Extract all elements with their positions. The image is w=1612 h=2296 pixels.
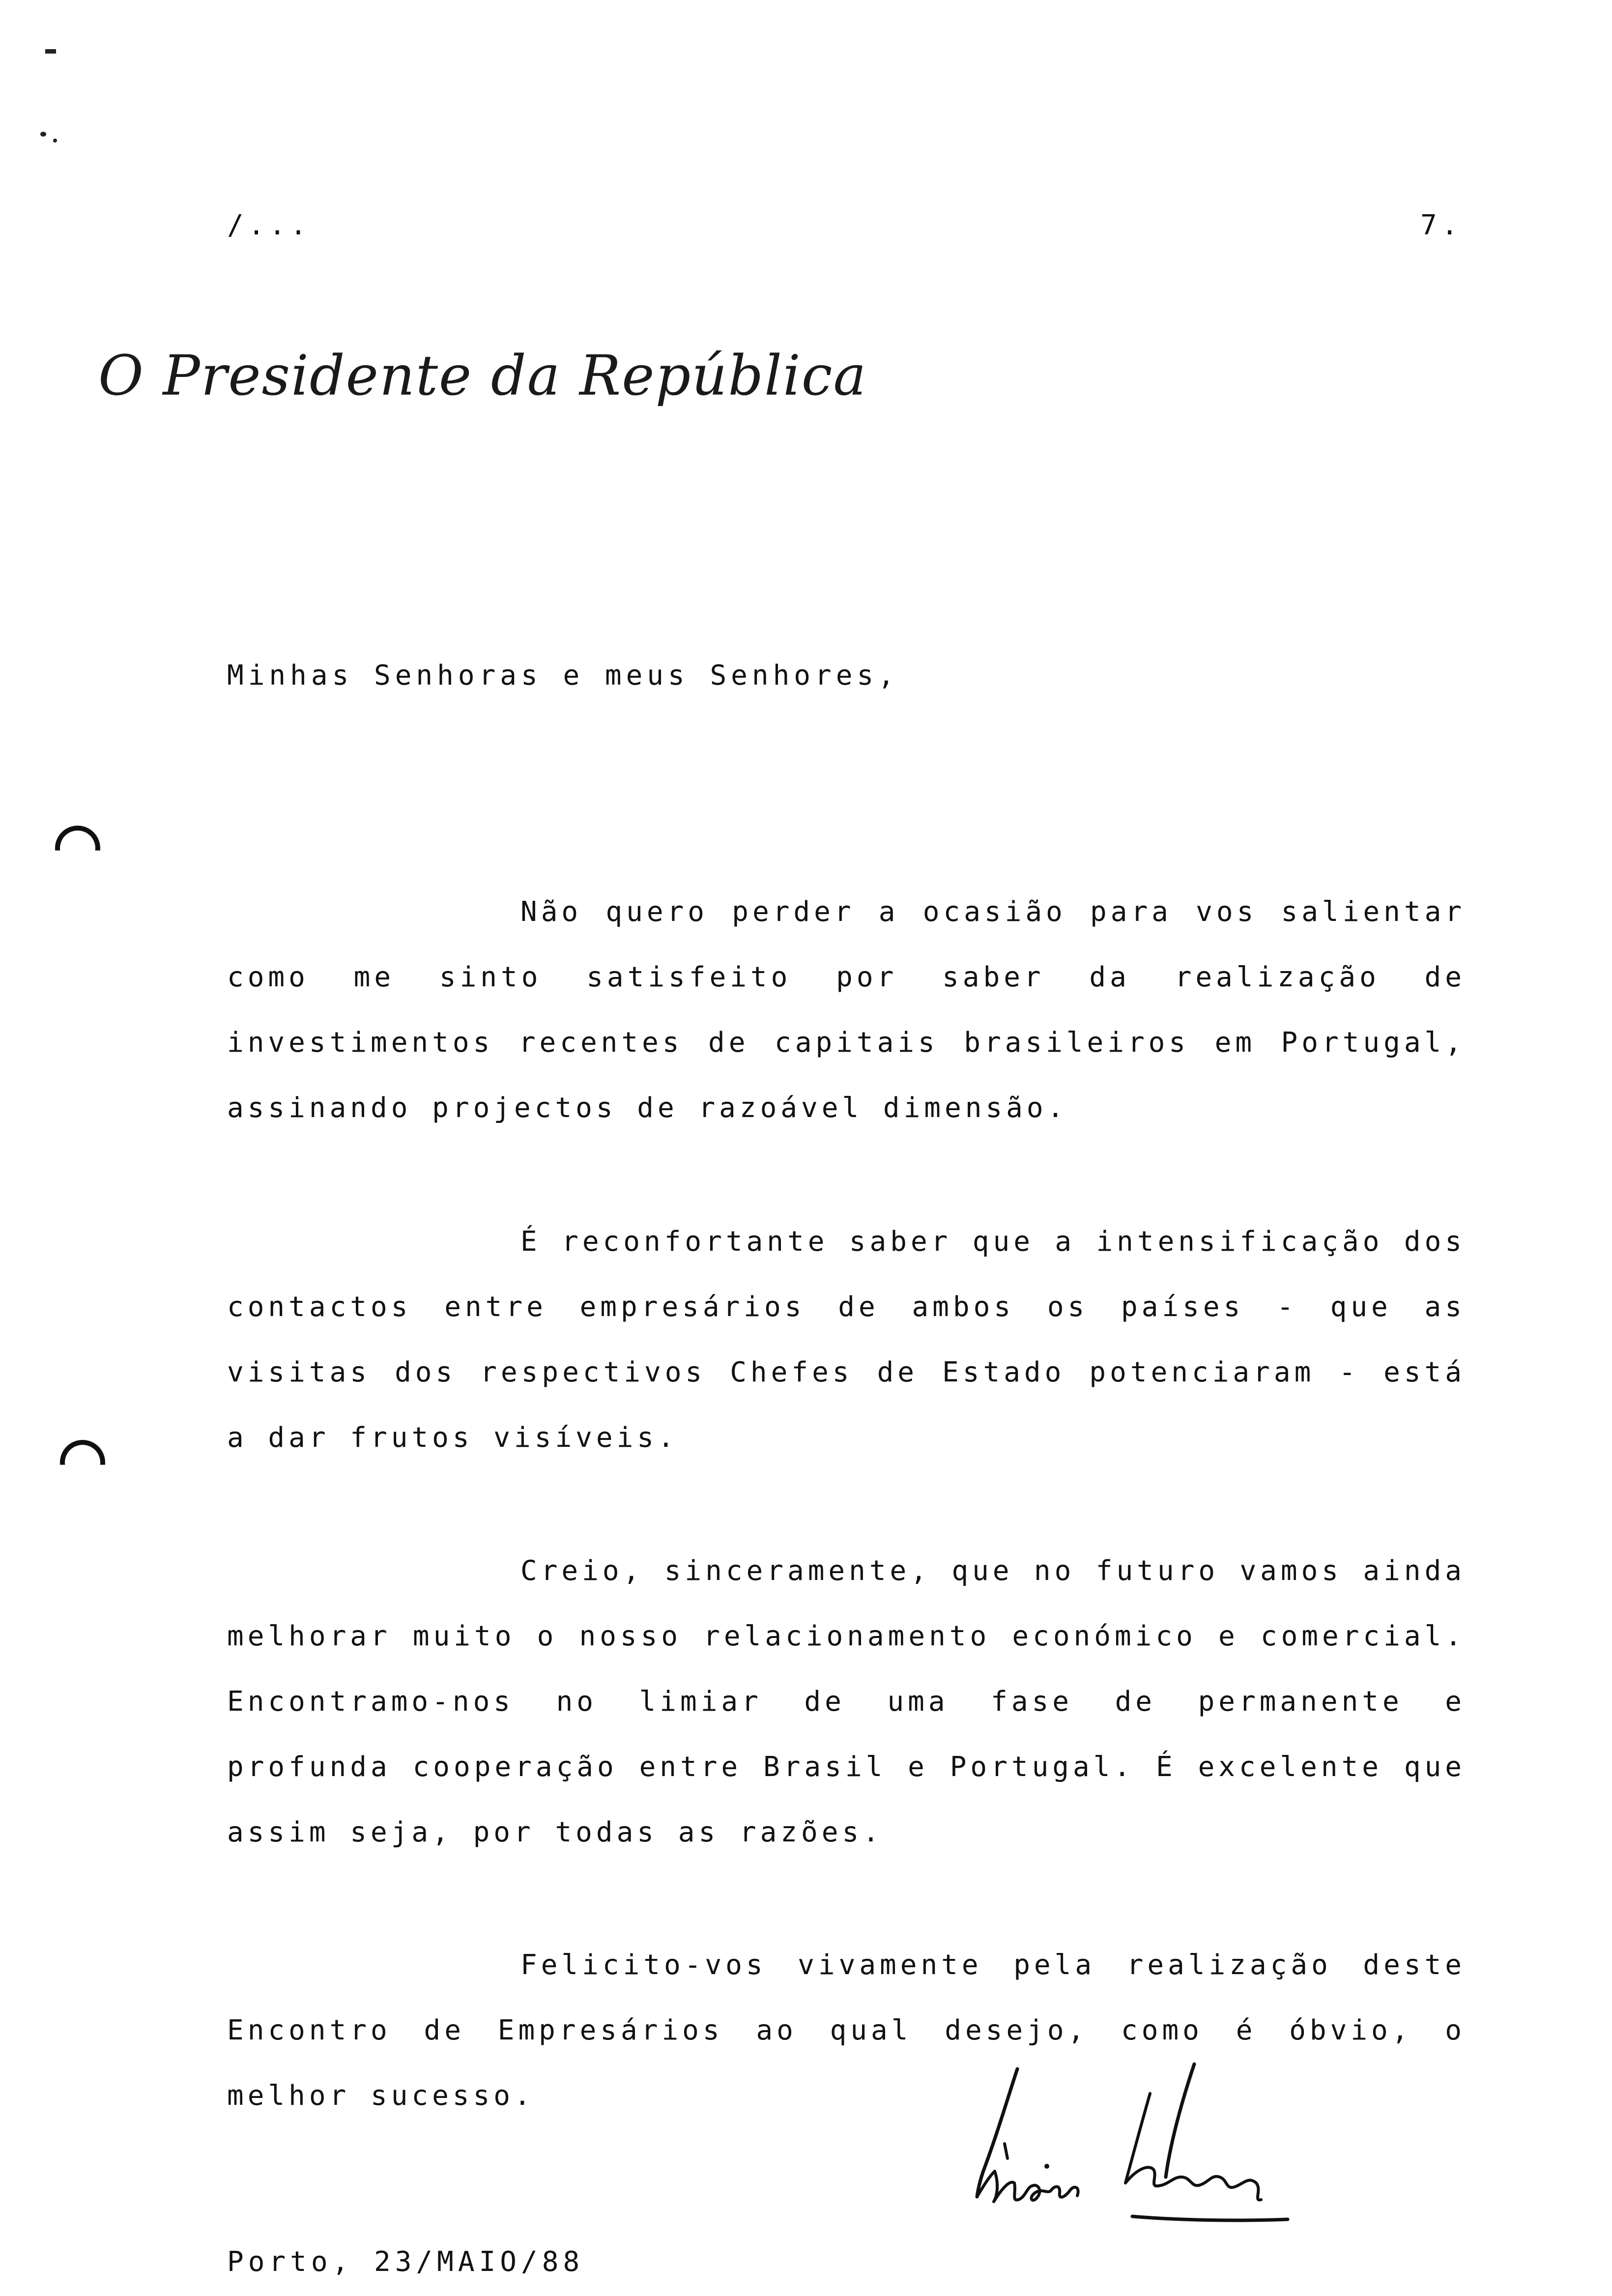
paragraph-2: É reconfortante saber que a intensificação dos contactos entre empresários de ambos os países - que as visitas dos respectivos Chefes de Estado potenciaram - está a dar frutos visíveis.: [227, 1226, 1466, 1454]
continuation-mark: /...: [227, 209, 311, 241]
paragraph-4: Felicito-vos vivamente pela realização deste Encontro de Empresários ao qual desejo, como é óbvio, o melhor sucesso.: [227, 1949, 1466, 2112]
paragraph-1: Não quero perder a ocasião para vos salientar como me sinto satisfeito por saber da realização de investimentos recentes de capitais brasileiros em Portugal, assinando projectos de razoável dimensão.: [227, 896, 1466, 1124]
place-and-date: Porto, 23/MAIO/88: [227, 2246, 584, 2278]
scan-mark: [53, 139, 57, 143]
letterhead-title: O Presidente da República: [98, 344, 867, 408]
paragraph-3: Creio, sinceramente, que no futuro vamos ainda melhorar muito o nosso relacionamento económico e comercial. Encontramo-nos no limiar de uma fase de permanente e profunda cooperação entre Brasil e Portugal. É excelente que assim seja, por todas as razões.: [227, 1555, 1466, 1848]
salutation: Minhas Senhoras e meus Senhores,: [227, 660, 899, 691]
punch-hole: [60, 1440, 105, 1485]
signature: [963, 2054, 1317, 2231]
punch-hole: [55, 826, 100, 871]
scan-mark: [40, 132, 46, 137]
page-number: 7.: [1420, 209, 1463, 241]
scan-mark: [45, 49, 56, 54]
